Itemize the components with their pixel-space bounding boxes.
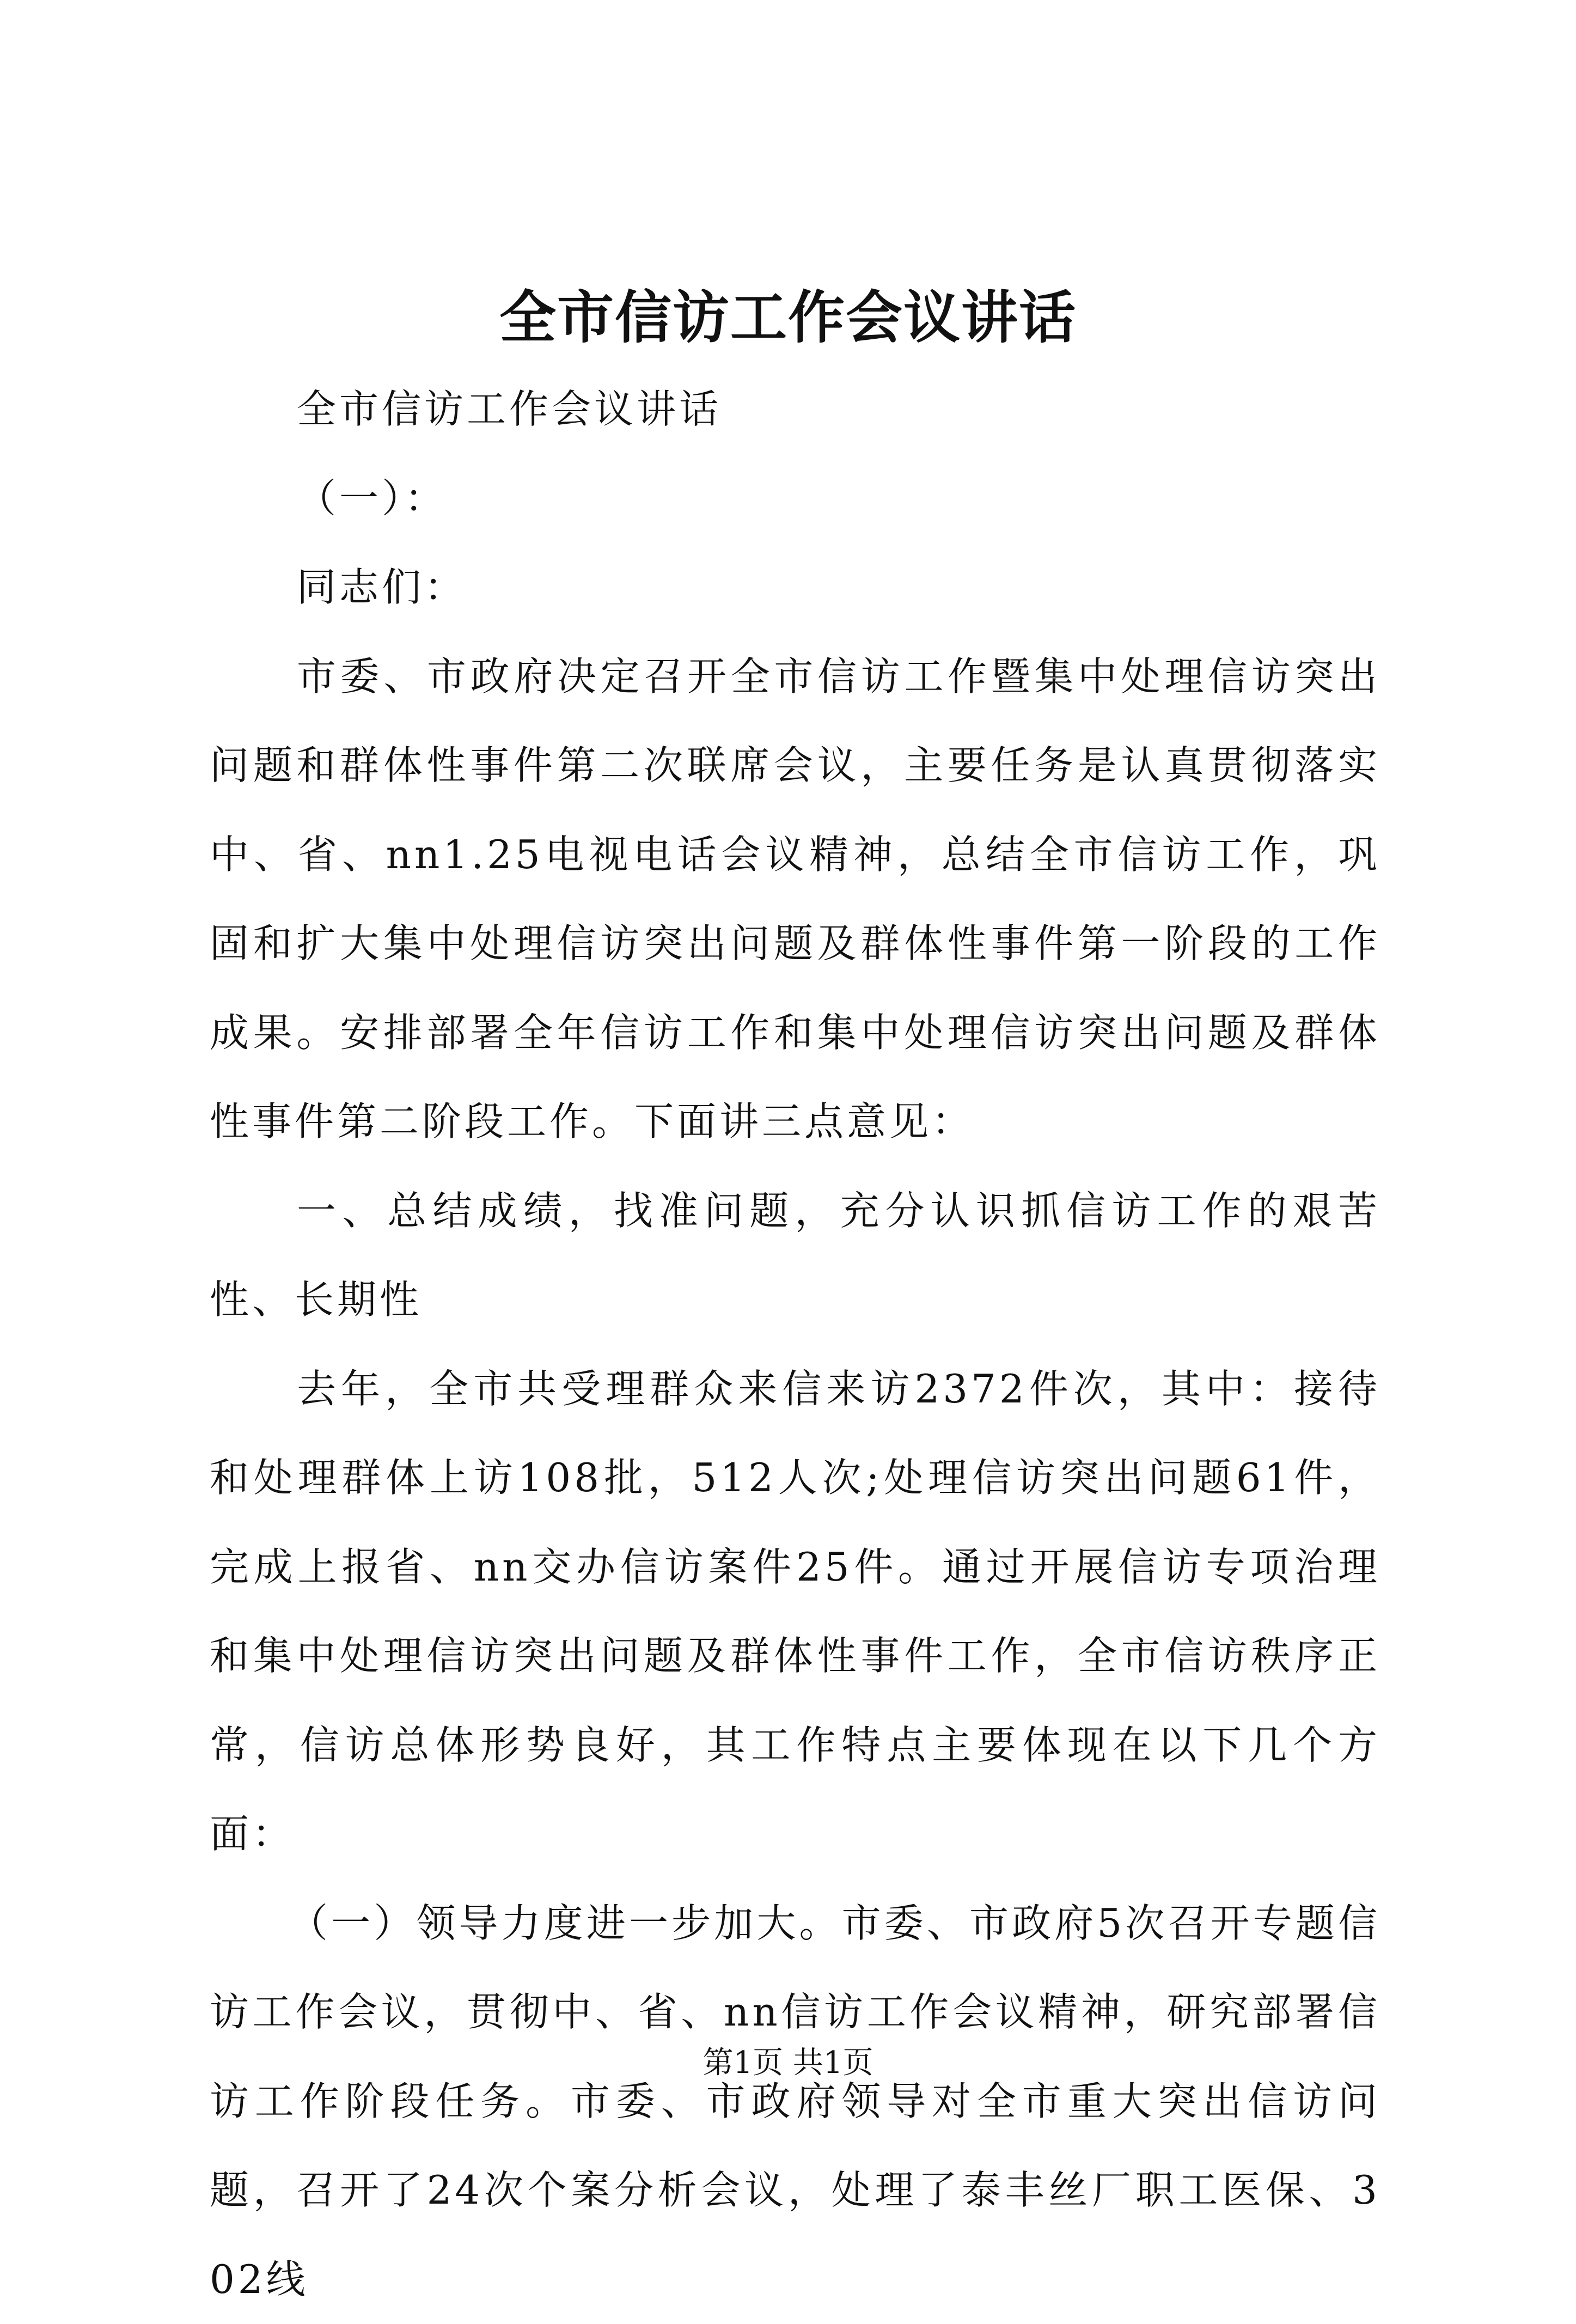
document-body <box>210 365 1380 2324</box>
statistics-paragraph: 去年，全市共受理群众来信来访2372件次，其中：接待和处理群体上访108批，512人次;处理信访突出问题61件，完成上报省、nn交办信访案件25件。通过开展信访专项治理和集中处理信访突出问题及群体性事件工作，全市信访秩序正常，信访总体形势良好，其工作特点主要体现在以下几个方面： <box>210 1345 1380 1879</box>
section-marker-paragraph: （一）： <box>210 454 1380 544</box>
page-footer: 第1页 共1页 <box>0 2041 1576 2085</box>
leadership-paragraph: （一）领导力度进一步加大。市委、市政府5次召开专题信访工作会议，贯彻中、省、nn信访工作会议精神，研究部署信访工作阶段任务。市委、市政府领导对全市重大突出信访问题，召开了24次个案分析会议，处理了泰丰丝厂职工医保、302线 <box>210 1879 1380 2324</box>
salutation-paragraph: 同志们： <box>210 543 1380 632</box>
intro-paragraph: 市委、市政府决定召开全市信访工作暨集中处理信访突出问题和群体性事件第二次联席会议，主要任务是认真贯彻落实中、省、nn1.25电视电话会议精神，总结全市信访工作，巩固和扩大集中处理信访突出问题及群体性事件第一阶段的工作成果。安排部署全年信访工作和集中处理信访突出问题及群体性事件第二阶段工作。下面讲三点意见： <box>210 632 1380 1167</box>
document-title: 全市信访工作会议讲话 <box>0 277 1576 358</box>
subtitle-paragraph: 全市信访工作会议讲话 <box>210 365 1380 454</box>
section-heading-paragraph: 一、总结成绩，找准问题，充分认识抓信访工作的艰苦性、长期性 <box>210 1167 1380 1345</box>
